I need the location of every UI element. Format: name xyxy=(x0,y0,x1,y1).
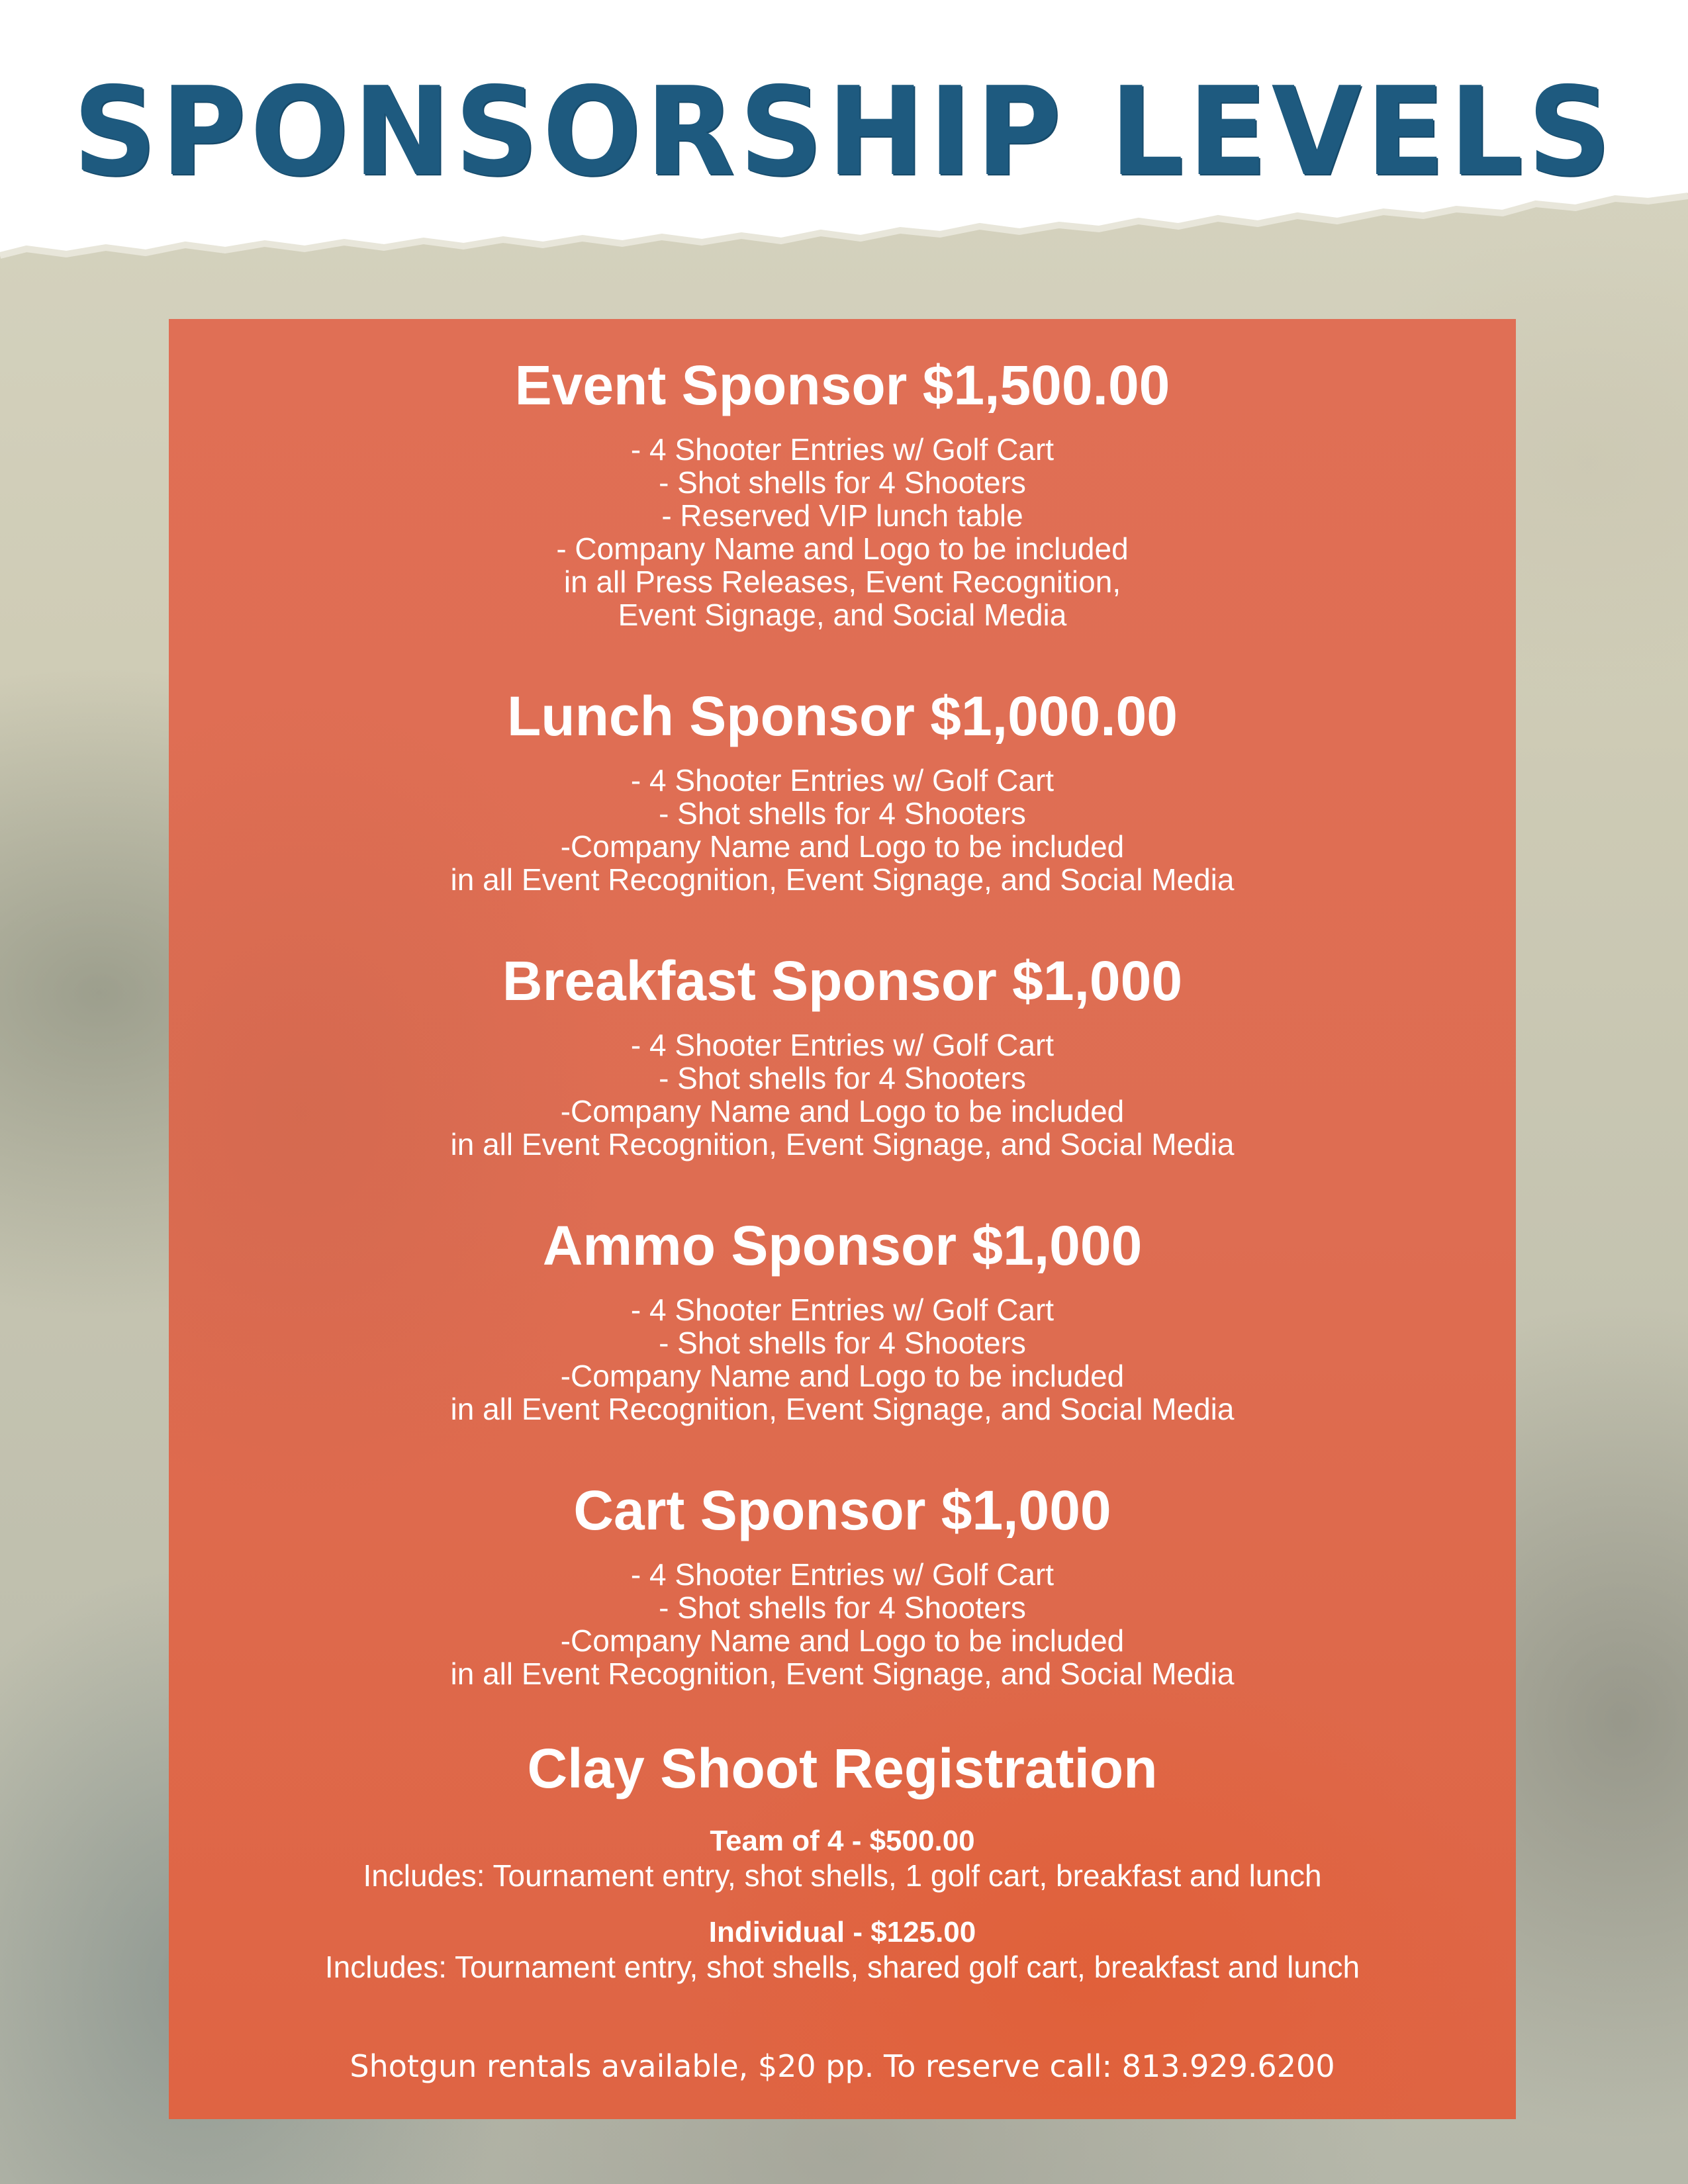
benefit-line: - Company Name and Logo to be included xyxy=(556,531,1129,566)
benefit-line: - 4 Shooter Entries w/ Golf Cart xyxy=(630,1557,1055,1592)
benefit-line: -Company Name and Logo to be included xyxy=(560,829,1125,864)
benefit-list xyxy=(169,433,1516,631)
page-title: SPONSORSHIP LEVELS xyxy=(72,60,1616,204)
tier-description: Includes: Tournament entry, shot shells, shared golf cart, breakfast and lunch xyxy=(324,1950,1360,1984)
tier-title: Individual - $125.00 xyxy=(708,1916,976,1948)
benefit-line: Event Signage, and Social Media xyxy=(618,598,1067,632)
sponsor-level-title: Cart Sponsor $1,000 xyxy=(573,1479,1111,1541)
registration-tier xyxy=(169,1915,1516,1984)
sponsor-level-title: Breakfast Sponsor $1,000 xyxy=(502,950,1183,1012)
registration-title: Clay Shoot Registration xyxy=(527,1737,1158,1799)
registration-section xyxy=(169,1735,1516,1984)
sponsor-level-title: Lunch Sponsor $1,000.00 xyxy=(506,685,1178,747)
benefit-line: - 4 Shooter Entries w/ Golf Cart xyxy=(630,763,1055,797)
benefit-list xyxy=(169,1028,1516,1161)
benefit-line: - Shot shells for 4 Shooters xyxy=(659,1590,1026,1625)
benefit-line: - 4 Shooter Entries w/ Golf Cart xyxy=(630,1028,1055,1062)
benefit-line: - 4 Shooter Entries w/ Golf Cart xyxy=(630,1293,1055,1327)
sponsorship-panel xyxy=(169,319,1516,2119)
benefit-line: in all Event Recognition, Event Signage, and Social Media xyxy=(450,862,1235,897)
benefit-line: in all Event Recognition, Event Signage, and Social Media xyxy=(450,1127,1235,1161)
benefit-line: -Company Name and Logo to be included xyxy=(560,1094,1125,1128)
benefit-line: - Shot shells for 4 Shooters xyxy=(659,1061,1026,1095)
benefit-line: in all Event Recognition, Event Signage, and Social Media xyxy=(450,1392,1235,1426)
sponsor-level xyxy=(169,1477,1516,1690)
benefit-line: - Shot shells for 4 Shooters xyxy=(659,465,1026,500)
sponsor-level xyxy=(169,683,1516,896)
benefit-line: in all Event Recognition, Event Signage, and Social Media xyxy=(450,1657,1235,1691)
sponsor-level xyxy=(169,948,1516,1161)
registration-tier xyxy=(169,1824,1516,1893)
sponsor-level-title: Ammo Sponsor $1,000 xyxy=(542,1214,1143,1277)
benefit-line: -Company Name and Logo to be included xyxy=(560,1623,1125,1658)
tier-description: Includes: Tournament entry, shot shells, 1 golf cart, breakfast and lunch xyxy=(363,1858,1322,1893)
sponsor-level xyxy=(169,352,1516,631)
sponsor-level xyxy=(169,1212,1516,1426)
benefit-line: - Shot shells for 4 Shooters xyxy=(659,1326,1026,1360)
benefit-line: - Reserved VIP lunch table xyxy=(661,498,1023,533)
benefit-list xyxy=(169,1558,1516,1690)
benefit-line: - 4 Shooter Entries w/ Golf Cart xyxy=(630,432,1055,467)
rental-note: Shotgun rentals available, $20 pp. To reserve call: 813.929.6200 xyxy=(350,2048,1335,2084)
benefit-list xyxy=(169,1293,1516,1426)
benefit-line: -Company Name and Logo to be included xyxy=(560,1359,1125,1393)
tier-title: Team of 4 - $500.00 xyxy=(710,1825,975,1857)
benefit-line: in all Press Releases, Event Recognition, xyxy=(563,565,1121,599)
benefit-list xyxy=(169,764,1516,896)
benefit-line: - Shot shells for 4 Shooters xyxy=(659,796,1026,831)
sponsor-level-title: Event Sponsor $1,500.00 xyxy=(514,354,1170,416)
